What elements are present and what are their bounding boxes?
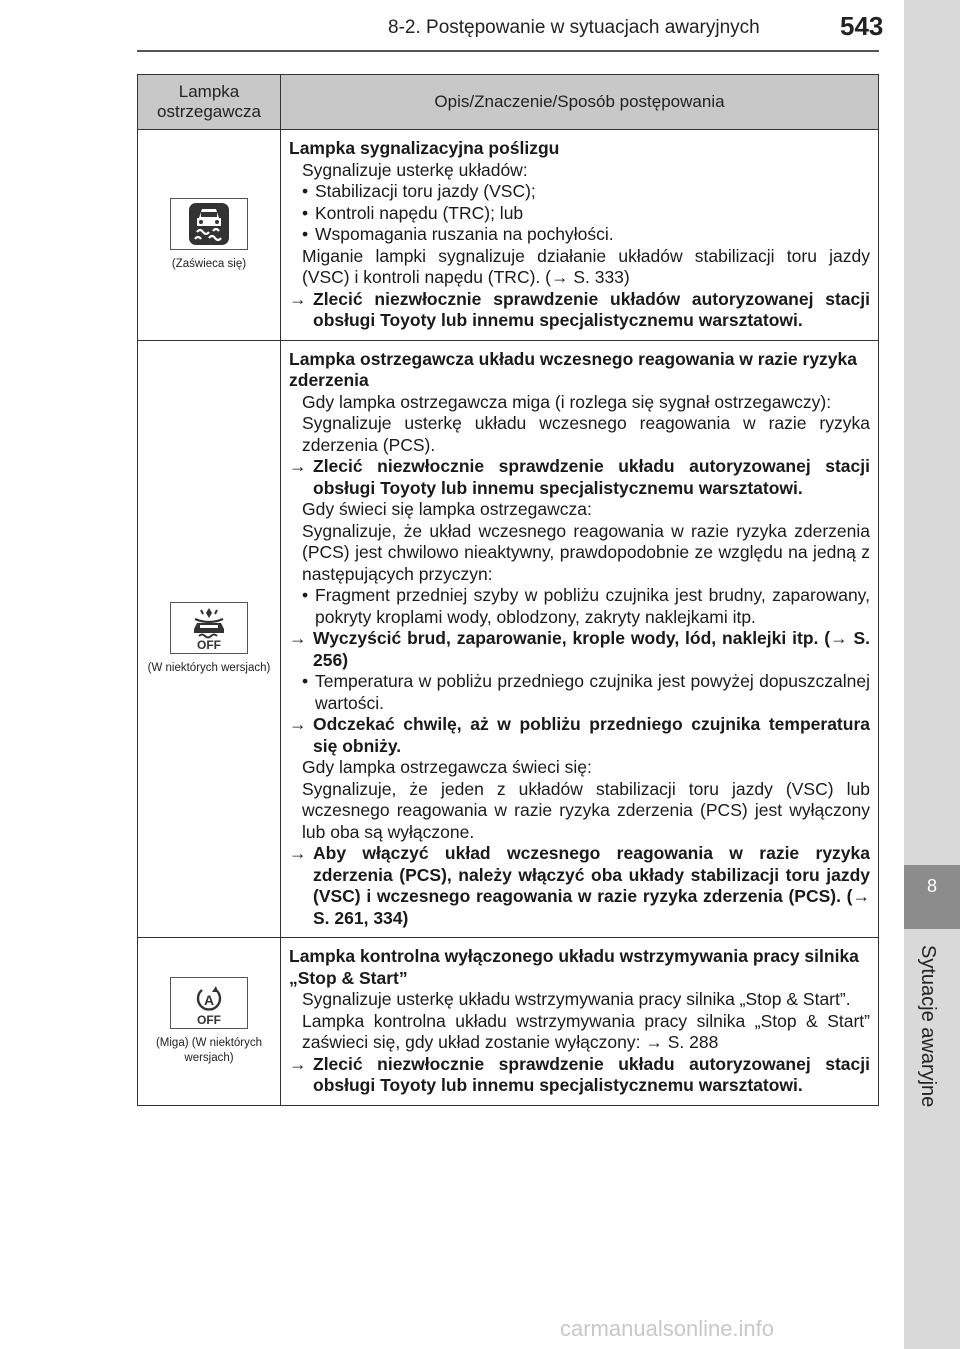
paragraph: Lampka kontrolna układu wstrzymywania pracy silnika „Stop & Start” zaświeci się, gdy układ zostanie wyłączony: → S. 288 xyxy=(302,1010,870,1052)
paragraph: Miganie lampki sygnalizuje działanie układów stabilizacji toru jazdy (VSC) i kontroli napędu (TRC). (→ S. 333) xyxy=(302,245,870,287)
action-item: → Aby włączyć układ wczesnego reagowania w razie ryzyka zderzenia (PCS), należy włączyć oba układy stabilizacji toru jazdy (VSC) i wczesnego reagowania w razie ryzyka zderzenia (PCS). (→ S. 261, 334) xyxy=(289,843,870,928)
paragraph: Sygnalizuje, że jeden z układów stabilizacji toru jazdy (VSC) lub wczesnego reagowania w razie ryzyka zderzenia (PCS) jest wyłączony lub oba są wyłączone. xyxy=(302,778,870,842)
description-cell xyxy=(281,341,878,938)
light-cell xyxy=(138,130,281,340)
header-rule xyxy=(137,50,879,52)
column-header-light: Lampka ostrzegawcza xyxy=(138,75,281,129)
slip-indicator-icon xyxy=(170,198,248,250)
svg-text:OFF: OFF xyxy=(197,637,221,651)
bullet-item: • Stabilizacji toru jazdy (VSC); xyxy=(302,181,536,201)
warning-lights-table xyxy=(137,74,879,1106)
svg-text:A: A xyxy=(203,991,215,1008)
paragraph: Sygnalizuje, że układ wczesnego reagowania w razie ryzyka zderzenia (PCS) jest chwilowo nieaktywny, prawdopodobnie ze względu na jedną z następujących przyczyn: xyxy=(302,520,870,584)
bullet-item: • Fragment przedniej szyby w pobliżu czujnika jest brudny, zaparowany, pokryty kroplami wody, oblodzony, zakryty naklejkami itp. xyxy=(302,585,870,627)
row-title: Lampka sygnalizacyjna poślizgu xyxy=(289,138,560,158)
chapter-tab xyxy=(904,865,960,929)
description-cell xyxy=(281,130,878,340)
action-item: → Zlecić niezwłocznie sprawdzenie układu autoryzowanej stacji obsługi Toyoty lub innemu specjalistycznemu warsztatowi. xyxy=(289,456,870,498)
row-title: Lampka kontrolna wyłączonego układu wstrzymywania pracy silnika „Stop & Start” xyxy=(289,946,859,988)
row-title: Lampka ostrzegawcza układu wczesnego reagowania w razie ryzyka zderzenia xyxy=(289,348,857,390)
light-cell xyxy=(138,341,281,938)
paragraph: Sygnalizuje usterkę układu wczesnego reagowania w razie ryzyka zderzenia (PCS). xyxy=(302,413,870,455)
svg-text:OFF: OFF xyxy=(197,1012,221,1026)
bullet-item: • Kontroli napędu (TRC); lub xyxy=(302,202,524,223)
chapter-sidebar xyxy=(904,0,960,1349)
table-row xyxy=(138,938,878,1105)
action-item: → Zlecić niezwłocznie sprawdzenie układów autoryzowanej stacji obsługi Toyoty lub innemu specjalistycznemu warsztatowi. xyxy=(289,288,870,330)
page-header xyxy=(0,0,960,50)
action-item: → Wyczyścić brud, zaparowanie, krople wody, lód, naklejki itp. (→ S. 256) xyxy=(289,628,870,670)
page-number: 543 xyxy=(840,11,884,41)
paragraph: Gdy lampka ostrzegawcza świeci się: xyxy=(302,757,592,777)
stop-start-off-icon xyxy=(170,977,248,1029)
pcs-off-icon xyxy=(170,602,248,654)
column-header-description: Opis/Znaczenie/Sposób postępowania xyxy=(434,92,725,111)
light-caption: (Zaświeca się) xyxy=(171,257,247,270)
light-cell xyxy=(138,938,281,1105)
bullet-item: • Temperatura w pobliżu przedniego czujnika jest powyżej dopuszczalnej wartości. xyxy=(302,671,870,713)
paragraph: Gdy lampka ostrzegawcza miga (i rozlega się sygnał ostrzegawczy): xyxy=(302,391,832,412)
light-caption: (W niektórych wersjach) xyxy=(147,661,271,674)
table-header xyxy=(138,75,878,130)
paragraph: Gdy świeci się lampka ostrzegawcza: xyxy=(302,499,592,519)
paragraph: Sygnalizuje usterkę układów: xyxy=(302,159,528,180)
action-item: → Zlecić niezwłocznie sprawdzenie układu autoryzowanej stacji obsługi Toyoty lub innemu specjalistycznemu warsztatowi. xyxy=(289,1053,870,1095)
table-row xyxy=(138,130,878,341)
bullet-item: • Wspomagania ruszania na pochyłości. xyxy=(302,224,614,244)
description-cell xyxy=(281,938,878,1105)
section-title: 8-2. Postępowanie w sytuacjach awaryjnych xyxy=(388,17,760,38)
paragraph: Sygnalizuje usterkę układu wstrzymywania pracy silnika „Stop & Start”. xyxy=(302,989,851,1009)
watermark: carmanualsonline.info xyxy=(560,1316,775,1341)
light-caption: (Miga) (W niektórych wersjach) xyxy=(155,1036,263,1064)
chapter-label: Sytuacje awaryjne xyxy=(917,945,939,1108)
table-row xyxy=(138,341,878,939)
action-item: → Odczekać chwilę, aż w pobliżu przedniego czujnika temperatura się obniży. xyxy=(289,714,870,756)
chapter-number: 8 xyxy=(926,876,937,896)
